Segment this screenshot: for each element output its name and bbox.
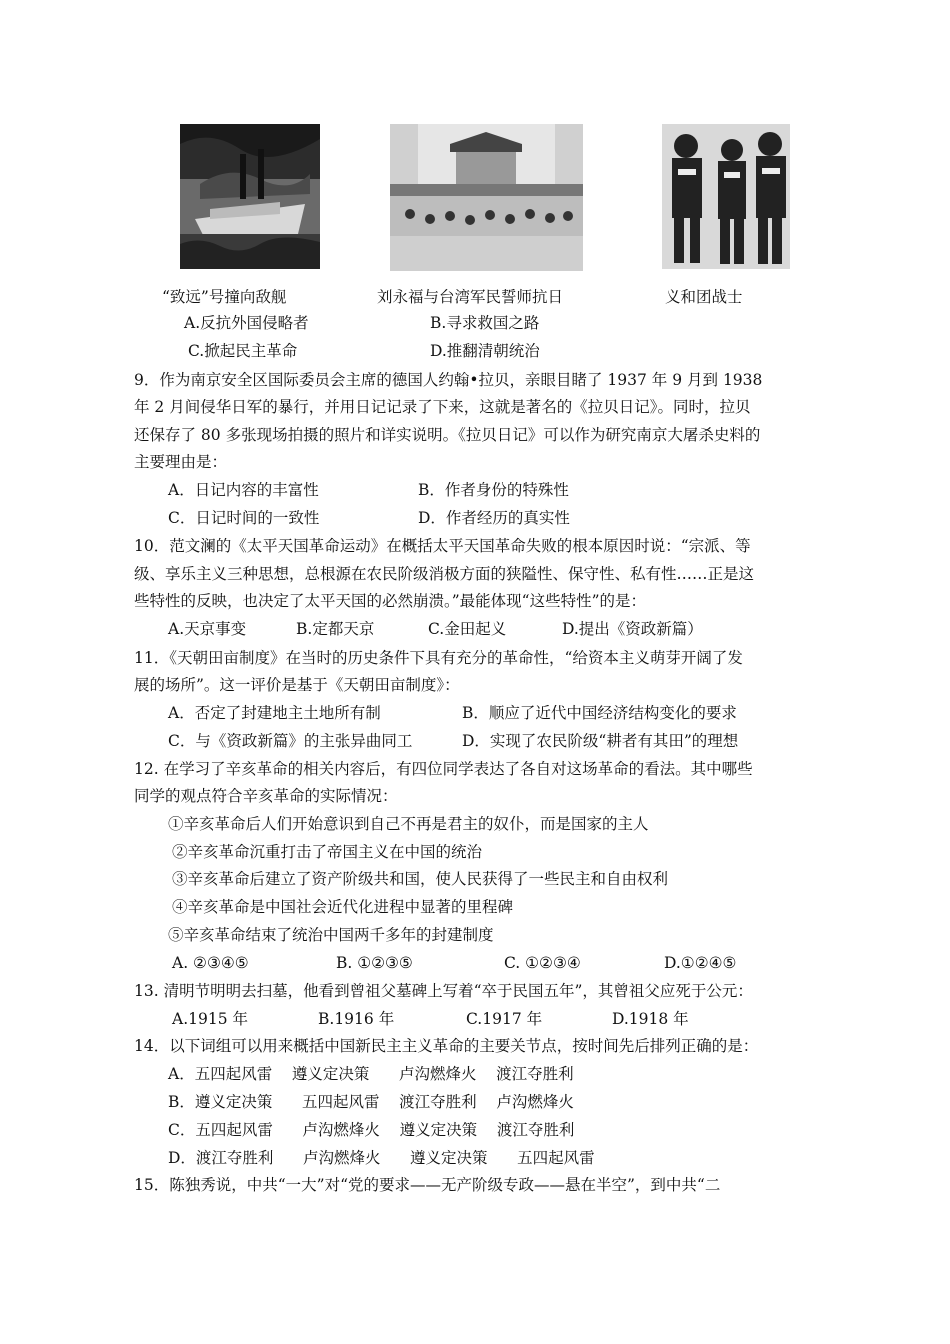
liu-yongfu-oath-picture [390, 124, 583, 271]
q9-option-d: D．作者经历的真实性 [418, 509, 570, 527]
q12-option-b: B. ①②③⑤ [336, 954, 413, 972]
q8-option-a: A.反抗外国侵略者 [184, 314, 309, 332]
q8-option-d: D.推翻清朝统治 [430, 342, 540, 360]
q14-option-a: A．五四起风雷 遵义定决策 卢沟燃烽火 渡江夺胜利 [168, 1065, 574, 1083]
boxer-fighters-picture [662, 124, 790, 269]
q10-option-c: C.金田起义 [428, 620, 507, 638]
q11-option-d: D．实现了农民阶级“耕者有其田”的理想 [462, 732, 739, 750]
q9-line-1: 9．作为南京安全区国际委员会主席的德国人约翰•拉贝，亲眼目睹了 1937 年 9 月到 1938 [134, 371, 763, 389]
q10-line-2: 级、享乐主义三种思想，总根源在农民阶级消极方面的狭隘性、保守性、私有性……正是这 [134, 565, 755, 583]
q12-line-2: 同学的观点符合辛亥革命的实际情况： [134, 787, 398, 805]
q9-option-c: C．日记时间的一致性 [168, 509, 320, 527]
q9-line-3: 还保存了 80 多张现场拍摄的照片和详实说明。《拉贝日记》可以作为研究南京大屠杀史料的 [134, 426, 761, 444]
q13-option-c: C.1917 年 [466, 1010, 543, 1028]
figure-boxer-fighters [662, 124, 790, 269]
q13-line-1: 13. 清明节明明去扫墓，他看到曾祖父墓碑上写着“卒于民国五年”，其曾祖父应死于公元： [134, 982, 753, 1000]
q11-line-1: 11．《天朝田亩制度》在当时的历史条件下具有充分的革命性，“给资本主义萌芽开阔了发 [134, 649, 743, 667]
q12-item-1: ①辛亥革命后人们开始意识到自己不再是君主的奴仆，而是国家的主人 [168, 815, 649, 833]
q12-option-a: A. ②③④⑤ [172, 954, 249, 972]
q15-line-1: 15．陈独秀说，中共“一大”对“党的要求——无产阶级专政——悬在半空”，到中共“二 [134, 1176, 721, 1194]
q10-option-d: D.提出《资政新篇） [562, 620, 703, 638]
q9-option-a: A．日记内容的丰富性 [168, 481, 319, 499]
q12-item-4: ④辛亥革命是中国社会近代化进程中显著的里程碑 [172, 898, 514, 916]
q10-option-a: A.天京事变 [168, 620, 247, 638]
zhiyuan-warship-picture [180, 124, 320, 269]
figure-liu-yongfu-oath [390, 124, 583, 271]
q11-option-b: B．顺应了近代中国经济结构变化的要求 [462, 704, 737, 722]
figure-caption-1: “致远”号撞向敌舰 [162, 288, 287, 306]
q12-option-d: D.①②④⑤ [664, 954, 737, 972]
q13-option-d: D.1918 年 [612, 1010, 689, 1028]
figure-caption-3: 义和团战士 [665, 288, 743, 306]
q14-line-1: 14．以下词组可以用来概括中国新民主主义革命的主要关节点，按时间先后排列正确的是： [134, 1037, 759, 1055]
q14-option-c: C．五四起风雷 卢沟燃烽火 遵义定决策 渡江夺胜利 [168, 1121, 575, 1139]
q14-option-b: B．遵义定决策 五四起风雷 渡江夺胜利 卢沟燃烽火 [168, 1093, 574, 1111]
q11-option-c: C．与《资政新篇》的主张异曲同工 [168, 732, 413, 750]
q9-line-4: 主要理由是： [134, 453, 228, 471]
q12-option-c: C. ①②③④ [504, 954, 581, 972]
q12-item-2: ②辛亥革命沉重打击了帝国主义在中国的统治 [172, 843, 483, 861]
q12-item-5: ⑤辛亥革命结束了统治中国两千多年的封建制度 [168, 926, 494, 944]
q12-item-3: ③辛亥革命后建立了资产阶级共和国，使人民获得了一些民主和自由权利 [172, 870, 669, 888]
q11-line-2: 展的场所”。这一评价是基于《天朝田亩制度》： [134, 676, 460, 694]
q9-line-2: 年 2 月间侵华日军的暴行，并用日记记录了下来，这就是著名的《拉贝日记》。同时，拉贝 [134, 398, 751, 416]
figure-zhiyuan-warship [180, 124, 320, 269]
q11-option-a: A．否定了封建地主土地所有制 [168, 704, 381, 722]
q9-option-b: B．作者身份的特殊性 [418, 481, 569, 499]
q10-option-b: B.定都天京 [296, 620, 375, 638]
q8-option-c: C.掀起民主革命 [188, 342, 298, 360]
q14-option-d: D．渡江夺胜利 卢沟燃烽火 遵义定决策 五四起风雷 [168, 1149, 595, 1167]
q10-line-1: 10．范文澜的《太平天国革命运动》在概括太平天国革命失败的根本原因时说：“宗派、等 [134, 537, 751, 555]
q8-option-b: B.寻求救国之路 [430, 314, 540, 332]
q13-option-b: B.1916 年 [318, 1010, 395, 1028]
q12-line-1: 12. 在学习了辛亥革命的相关内容后，有四位同学表达了各自对这场革命的看法。其中哪些 [134, 760, 753, 778]
figure-caption-2: 刘永福与台湾军民誓师抗日 [377, 288, 564, 306]
q10-line-3: 些特性的反映，也决定了太平天国的必然崩溃。”最能体现“这些特性”的是： [134, 592, 647, 610]
q13-option-a: A.1915 年 [172, 1010, 248, 1028]
